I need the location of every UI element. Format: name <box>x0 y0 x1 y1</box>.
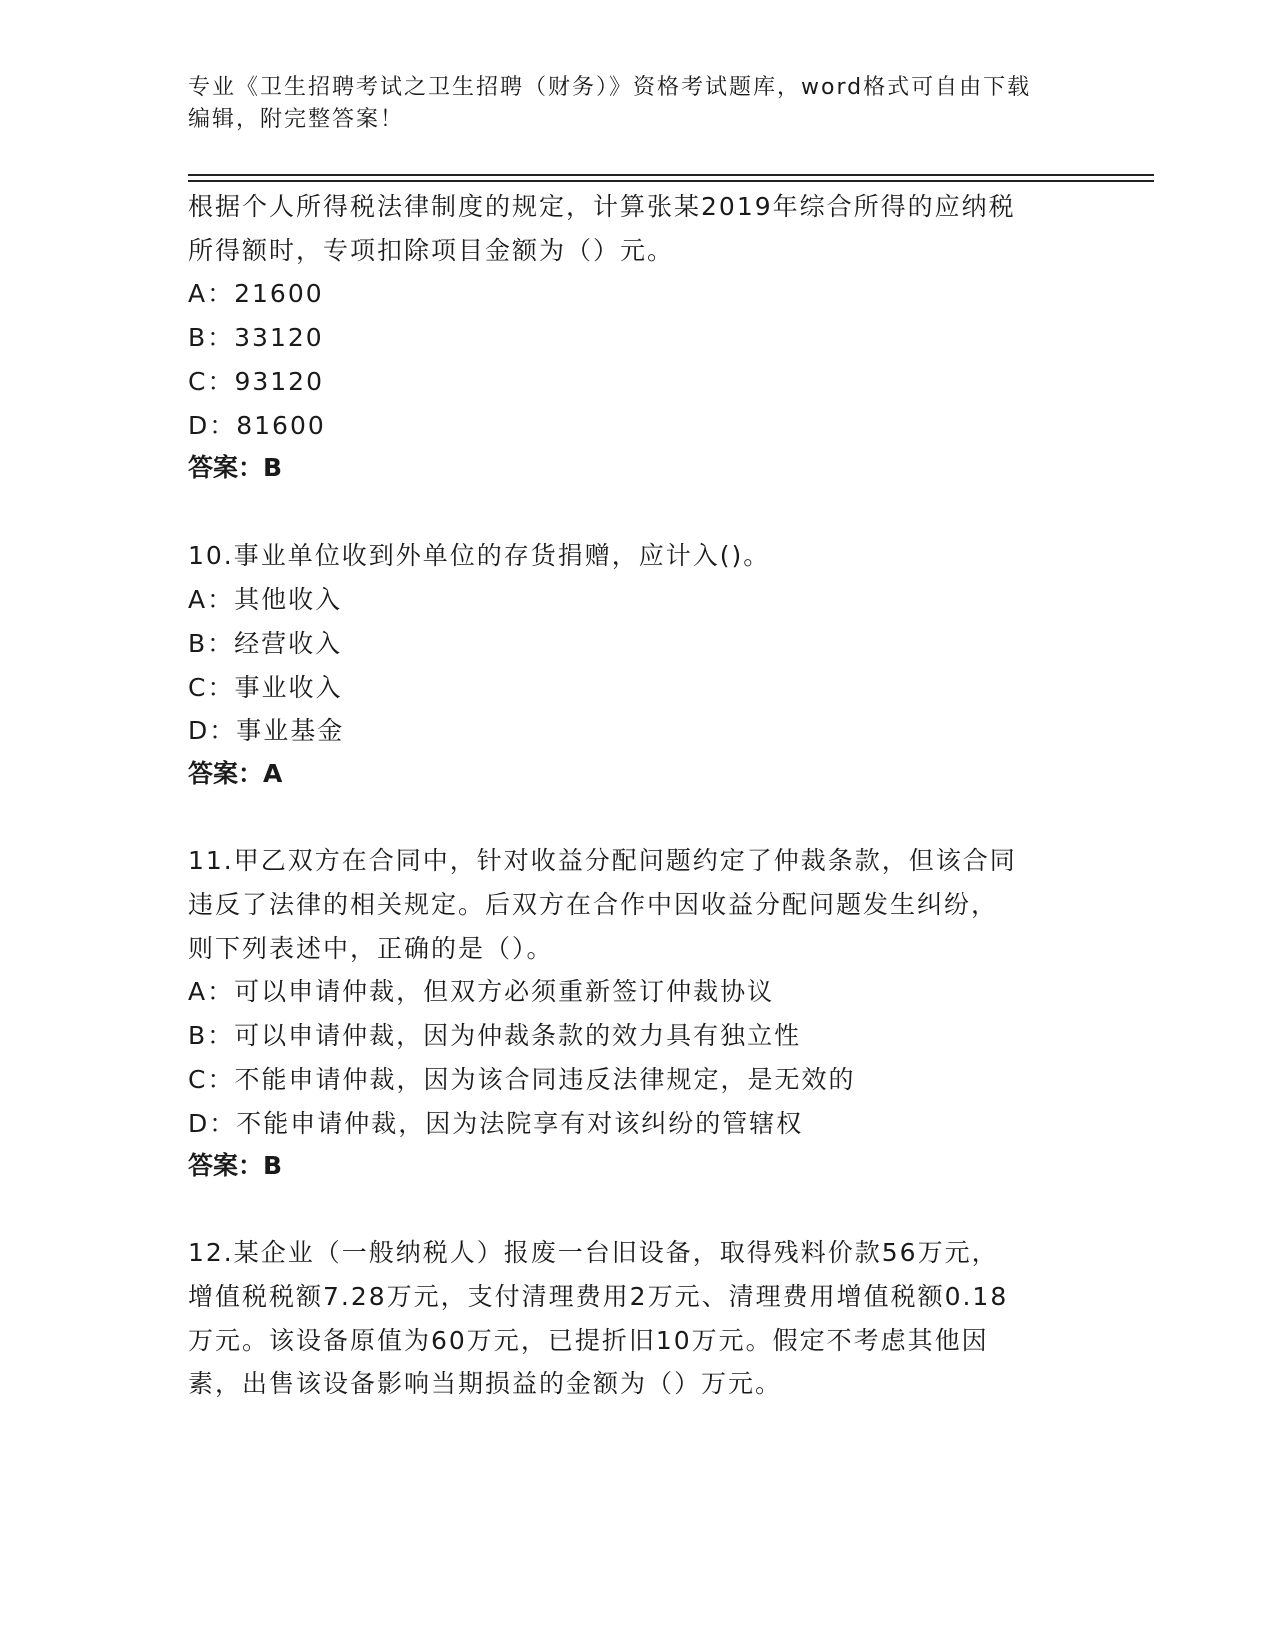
question-1-stem-line-2: 所得额时，专项扣除项目金额为（）元。 <box>188 236 675 265</box>
question-1-option-d: D：81600 <box>188 411 326 440</box>
header-line-2: 编辑，附完整答案！ <box>188 107 405 132</box>
header-rule-top <box>188 174 1154 176</box>
question-1-answer: 答案：B <box>188 453 283 482</box>
question-10-option-c: C：事业收入 <box>188 673 343 702</box>
question-10-option-b: B：经营收入 <box>188 629 343 658</box>
header-rule-bottom <box>188 180 1154 182</box>
question-11-option-d: D：不能申请仲裁，因为法院享有对该纠纷的管辖权 <box>188 1109 804 1138</box>
question-12-stem-line-1: 12.某企业（一般纳税人）报废一台旧设备，取得残料价款56万元， <box>188 1238 999 1267</box>
question-11-stem-line-1: 11.甲乙双方在合同中，针对收益分配问题约定了仲裁条款，但该合同 <box>188 846 1017 875</box>
question-1-option-c: C：93120 <box>188 367 324 396</box>
question-11-stem-line-3: 则下列表述中，正确的是（）。 <box>188 934 554 963</box>
question-10-answer: 答案：A <box>188 759 283 788</box>
question-1-stem-line-1: 根据个人所得税法律制度的规定，计算张某2019年综合所得的应纳税 <box>188 192 1016 221</box>
question-12-stem-line-3: 万元。该设备原值为60万元，已提折旧10万元。假定不考虑其他因 <box>188 1326 989 1355</box>
question-1-option-a: A：21600 <box>188 279 324 308</box>
question-10-stem-line-1: 10.事业单位收到外单位的存货捐赠，应计入()。 <box>188 541 771 570</box>
header-line-1: 专业《卫生招聘考试之卫生招聘（财务）》资格考试题库，word格式可自由下载 <box>188 75 1032 100</box>
question-11-option-b: B：可以申请仲裁，因为仲裁条款的效力具有独立性 <box>188 1021 802 1050</box>
question-10-option-d: D：事业基金 <box>188 716 345 745</box>
question-11-stem-line-2: 违反了法律的相关规定。后双方在合作中因收益分配问题发生纠纷， <box>188 890 999 919</box>
question-10-option-a: A：其他收入 <box>188 585 343 614</box>
question-12-stem-line-4: 素，出售该设备影响当期损益的金额为（）万元。 <box>188 1369 783 1398</box>
question-12-stem-line-2: 增值税税额7.28万元，支付清理费用2万元、清理费用增值税额0.18 <box>188 1282 1009 1311</box>
question-11-answer: 答案：B <box>188 1151 283 1180</box>
question-11-option-a: A：可以申请仲裁，但双方必须重新签订仲裁协议 <box>188 977 775 1006</box>
question-1-option-b: B：33120 <box>188 323 324 352</box>
question-11-option-c: C：不能申请仲裁，因为该合同违反法律规定，是无效的 <box>188 1065 856 1094</box>
